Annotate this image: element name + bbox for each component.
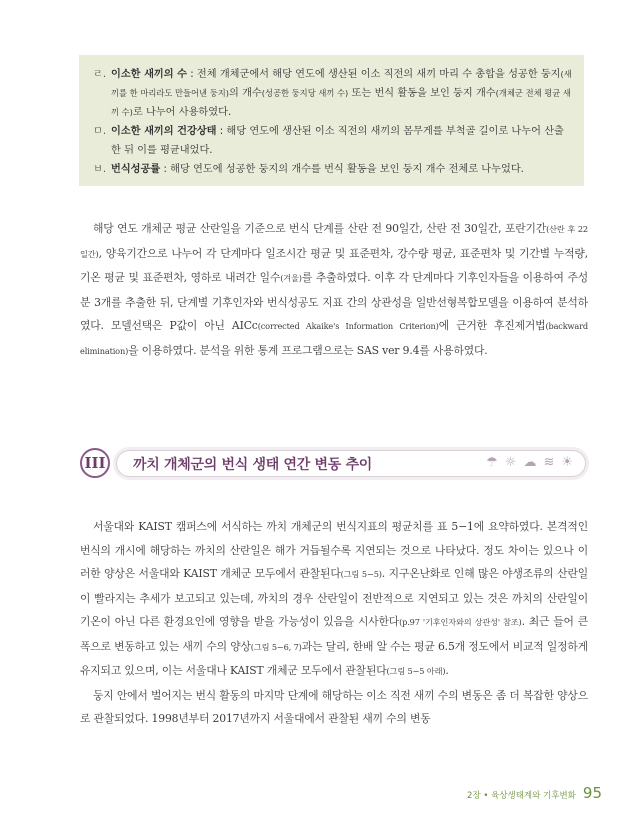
text-note: (겨울) — [280, 273, 302, 283]
item-text — [111, 122, 572, 160]
text-run: . 지구온난화로 인해 많은 야생조류의 산란일이 빨라지는 추세가 보고되고 있는데, 까치의 경우 산란일이 전반적으로 지연되고 있는 것은 까치의 산란일이 기온이 아닌 다른 환경요인에 영향을 받을 가능성이 있음을 시사한다 — [80, 567, 589, 628]
text-run: . — [445, 664, 449, 677]
sun-icon: ☀ — [561, 455, 573, 470]
results-paragraph — [80, 515, 588, 684]
item-text-part: 로 나누어 사용하였다. — [132, 107, 232, 118]
text-run: 해당 연도 개체군 평균 산란일을 기준으로 번식 단계를 산란 전 90일간, 산란 전 30일간, 포란기간 — [93, 222, 547, 235]
item-term: 이소한 새끼의 건강상태 — [111, 126, 217, 137]
item-note: (개체군 전체 평균 새끼 수) — [111, 88, 571, 117]
text-run: , 양육기간으로 나누어 각 단계마다 일조시간 평균 및 표준편차, 강수량 평균, 표준편차 및 기간별 누적량, 기온 평균 및 표준편차, 영하로 내려간 일수 — [80, 246, 588, 284]
text-note: (그림 5−6, 7) — [250, 641, 302, 652]
text-note: (그림 5−5) — [340, 569, 382, 579]
text-run: 를 추출하였다. 이후 각 단계마다 기후인자들을 이용하여 주성분 3개를 추출한 뒤, 단계별 기후인자와 번식성공도 지표 간의 상관성을 일반선형복합모델을 이용하여 분석하였다. 모델선택은 P값이 아닌 AICc — [80, 271, 589, 332]
definition-item — [93, 160, 572, 179]
section-heading — [80, 447, 586, 479]
item-marker: ㄹ. — [93, 69, 107, 80]
results-text — [80, 515, 588, 731]
item-text — [111, 65, 572, 122]
page-number: 95 — [582, 784, 602, 802]
definition-item — [93, 122, 572, 160]
section-title-bar — [116, 450, 586, 477]
weather-icons — [486, 455, 573, 470]
cloud-rain-icon: ☂ — [486, 455, 498, 470]
item-text-part: : 해당 연도에 생산된 이소 직전의 새끼의 몸무게를 부척골 길이로 나누어 산출한 뒤 이를 평균내었다. — [111, 126, 564, 156]
item-term: 이소한 새끼의 수 — [111, 69, 187, 80]
text-run: 둥지 안에서 벌어지는 번식 활동의 마지막 단계에 해당하는 이소 직전 새끼 수의 변동은 좀 더 복잡한 양상으로 관찰되었다. 1998년부터 2017년까지 서울대에서 관찰된 새끼 수의 변동 — [80, 688, 588, 725]
page-footer — [467, 784, 602, 802]
text-run: 서울대와 KAIST 캠퍼스에 서식하는 까치 개체군의 번식지표의 평균치를 표 5−1에 요약하였다. 본격적인 번식의 개시에 해당하는 까치의 산란일은 해가 거듭될수록 지연되는 것으로 나타났다. 정도 차이는 있으나 이러한 양상은 서울대와 KAIST 개체군 모두에서 관찰된다 — [80, 520, 588, 580]
text-run: 에 근거한 후진제거법 — [438, 319, 546, 332]
item-term: 번식성공률 — [111, 164, 161, 175]
definition-item — [93, 65, 572, 122]
text-note: (그림 5−5 아래) — [386, 666, 446, 676]
item-text-part: : 전체 개체군에서 해당 연도에 생산된 이소 직전의 새끼 마리 수 총합을 성공한 둥지 — [186, 69, 561, 80]
item-note: (새끼를 한 마리라도 만들어낸 둥지) — [111, 69, 572, 98]
text-run: . 최근 들어 큰 폭으로 변동하고 있는 새끼 수의 양상 — [80, 615, 588, 653]
item-note: (성공한 둥지당 새끼 수) — [261, 88, 349, 98]
text-note: (corrected Akaike's Information Criterion) — [257, 321, 439, 331]
methods-paragraph — [80, 217, 588, 363]
sun-haze-icon: ☼ — [504, 455, 517, 470]
chapter-label: 2장 • 육상생태계와 기후변화 — [467, 791, 576, 801]
cloud-icon: ☁ — [523, 455, 537, 470]
results-paragraph — [80, 684, 588, 731]
text-note: (산란 후 22일간) — [80, 224, 588, 259]
text-run: 과는 달리, 한배 알 수는 평균 6.5개 정도에서 비교적 일정하게 유지되고 있으며, 이는 서울대나 KAIST 개체군 모두에서 관찰된다 — [80, 639, 588, 677]
item-text — [111, 160, 572, 179]
item-marker: ㅂ. — [93, 164, 107, 175]
text-run: 을 이용하였다. 분석을 위한 통계 프로그램으로는 SAS ver 9.4를 사용하였다. — [128, 343, 488, 357]
text-note: (p.97 '기후인자와의 상관성' 참조) — [399, 617, 522, 627]
definition-box — [79, 55, 584, 186]
section-number-badge: III — [80, 448, 110, 478]
item-marker: ㅁ. — [93, 126, 107, 137]
section-title: 까치 개체군의 번식 생태 연간 변동 추이 — [133, 457, 373, 473]
item-text-part: : 해당 연도에 성공한 둥지의 개수를 번식 활동을 보인 둥지 개수 전체로 나누었다. — [160, 164, 524, 175]
item-text-part: 또는 번식 활동을 보인 둥지 개수 — [348, 88, 496, 99]
item-text-part: 의 개수 — [228, 88, 262, 99]
wind-sun-icon: ≋ — [543, 455, 555, 470]
text-note: (backward elimination) — [80, 321, 588, 356]
